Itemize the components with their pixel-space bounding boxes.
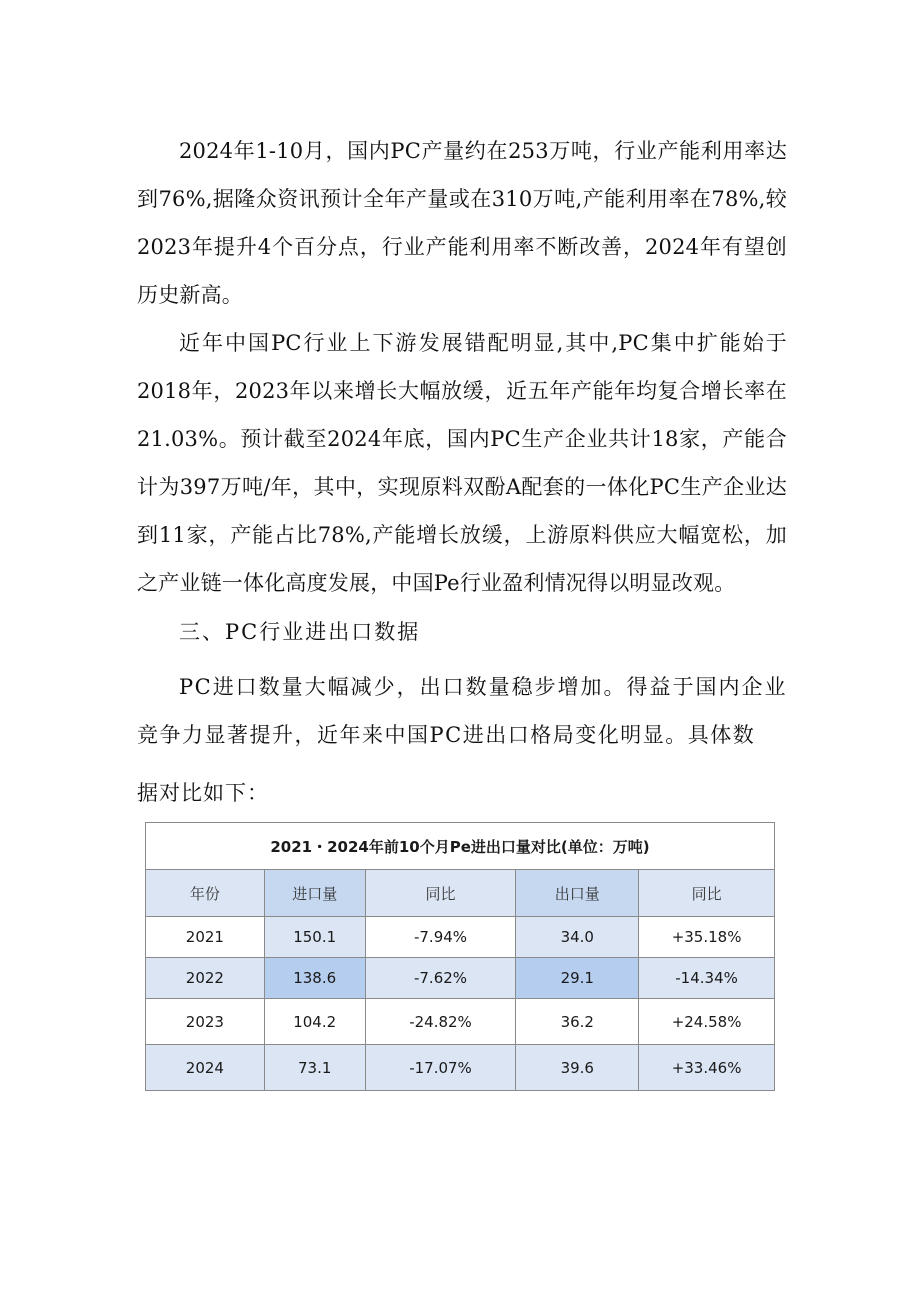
cell-year: 2024 [146,1045,265,1091]
cell-import-yoy: -7.62% [365,958,516,999]
import-export-table [145,822,775,1091]
cell-export-yoy: -14.34% [639,958,775,999]
cell-import-yoy: -7.94% [365,917,516,958]
cell-export-yoy: +35.18% [639,917,775,958]
cell-year: 2023 [146,999,265,1045]
paragraph-capacity: 近年中国PC行业上下游发展错配明显,其中,PC集中扩能始于2018年，2023年以来增长大幅放缓，近五年产能年均复合增长率在21.03%。预计截至2024年底，国内PC生产企业共计18家，产能合计为397万吨/年，其中，实现原料双酚A配套的一体化PC生产企业达到11家，产能占比78%,产能增长放缓，上游原料供应大幅宽松，加之产业链一体化高度发展，中国Pe行业盈利情况得以明显改观。 [137,331,787,595]
table-title: 2021・2024年前10个月Pe进出口量对比(单位：万吨) [146,823,775,870]
cell-export: 34.0 [516,917,639,958]
cell-year: 2021 [146,917,265,958]
cell-import-yoy: -17.07% [365,1045,516,1091]
table-row [146,999,775,1045]
table-row [146,958,775,999]
paragraph-lead-in: 据对比如下： [137,781,269,805]
header-import-yoy: 同比 [365,870,516,917]
cell-year: 2022 [146,958,265,999]
table-header-row [146,870,775,917]
header-export-yoy: 同比 [639,870,775,917]
cell-import: 73.1 [264,1045,365,1091]
cell-import: 104.2 [264,999,365,1045]
cell-import: 138.6 [264,958,365,999]
cell-export: 39.6 [516,1045,639,1091]
header-year: 年份 [146,870,265,917]
paragraph-import-export: PC进口数量大幅减少，出口数量稳步增加。得益于国内企业竞争力显著提升，近年来中国PC进出口格局变化明显。具体数 [137,675,787,747]
cell-export: 29.1 [516,958,639,999]
cell-export-yoy: +24.58% [639,999,775,1045]
section-heading-import-export: 三、PC行业进出口数据 [179,620,421,644]
cell-export-yoy: +33.46% [639,1045,775,1091]
paragraph-production: 2024年1-10月，国内PC产量约在253万吨，行业产能利用率达到76%,据隆众资讯预计全年产量或在310万吨,产能利用率在78%,较2023年提升4个百分点，行业产能利用率不断改善，2024年有望创历史新高。 [137,139,787,307]
header-import: 进口量 [264,870,365,917]
cell-import-yoy: -24.82% [365,999,516,1045]
header-export: 出口量 [516,870,639,917]
table-title-row [146,823,775,870]
table-row [146,1045,775,1091]
table-row [146,917,775,958]
cell-export: 36.2 [516,999,639,1045]
cell-import: 150.1 [264,917,365,958]
